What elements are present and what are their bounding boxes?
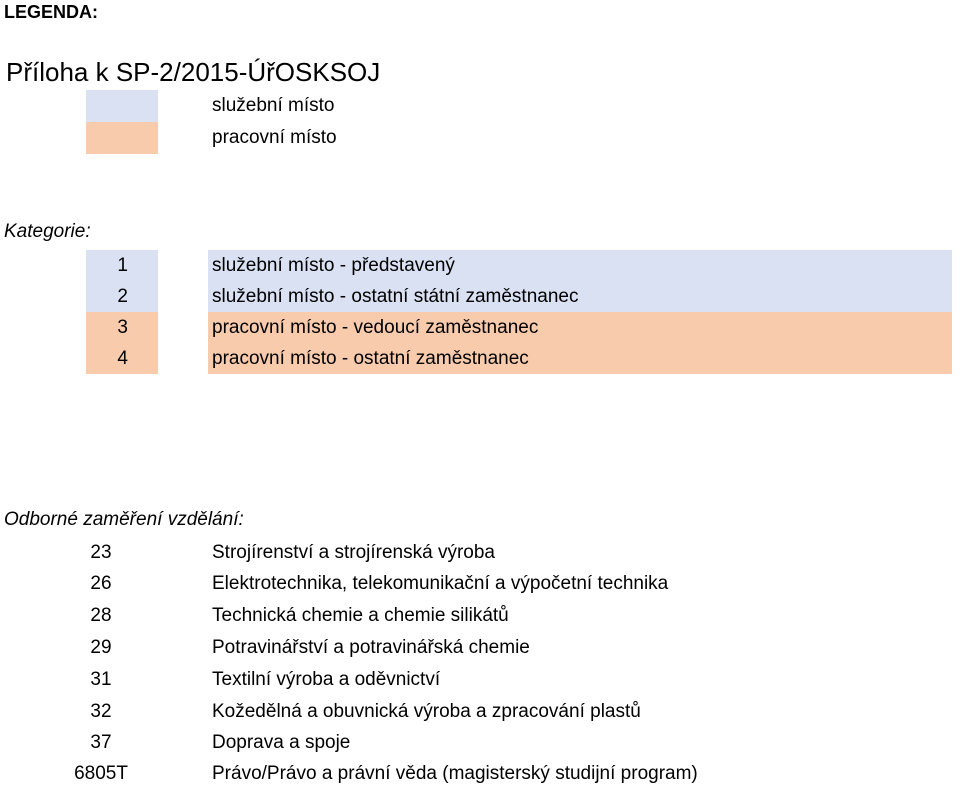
legend-swatch-sluzebni	[86, 90, 158, 122]
document-title: Příloha k SP-2/2015-ÚřOSKSOJ	[6, 57, 381, 87]
fields-heading: Odborné zaměření vzdělání:	[4, 509, 244, 530]
field-code: 29	[90, 637, 112, 658]
category-number-cell	[86, 312, 158, 343]
field-label: Strojírenství a strojírenská výroba	[212, 542, 495, 563]
category-label-cell	[208, 312, 952, 343]
category-label-cell	[208, 343, 952, 374]
field-row	[0, 697, 960, 728]
category-row	[86, 312, 952, 343]
category-label-cell	[208, 281, 952, 312]
field-label: Elektrotechnika, telekomunikační a výpočetní technika	[212, 573, 669, 594]
field-label: Kožedělná a obuvnická výroba a zpracování plastů	[212, 701, 641, 722]
field-code: 32	[90, 701, 112, 722]
category-number: 2	[117, 286, 128, 307]
category-number: 4	[117, 348, 128, 369]
category-label: služební místo - představený	[212, 255, 455, 276]
field-code: 26	[90, 573, 112, 594]
categories-heading: Kategorie:	[4, 221, 91, 242]
category-row	[86, 281, 952, 312]
legend-swatch-pracovni	[86, 122, 158, 154]
field-row	[0, 601, 960, 632]
category-label: pracovní místo - ostatní zaměstnanec	[212, 348, 529, 369]
category-label-cell	[208, 250, 952, 281]
field-label: Textilní výroba a oděvnictví	[212, 669, 441, 690]
field-code: 37	[90, 732, 112, 753]
category-label: služební místo - ostatní státní zaměstnanec	[212, 286, 579, 307]
category-row	[86, 250, 952, 281]
category-number: 3	[117, 317, 128, 338]
category-row	[86, 343, 952, 374]
field-row	[0, 633, 960, 664]
field-row	[0, 728, 960, 759]
legend-label-sluzebni: služební místo	[212, 95, 335, 116]
field-label: Doprava a spoje	[212, 732, 351, 753]
field-row	[0, 538, 960, 569]
field-code: 6805T	[74, 763, 128, 784]
field-code: 28	[90, 605, 112, 626]
field-row	[0, 569, 960, 600]
category-number-cell	[86, 250, 158, 281]
field-code: 31	[90, 669, 112, 690]
field-label: Potravinářství a potravinářská chemie	[212, 637, 530, 658]
field-label: Právo/Právo a právní věda (magisterský studijní program)	[212, 763, 698, 784]
field-code: 23	[90, 542, 112, 563]
field-row	[0, 759, 960, 790]
category-label: pracovní místo - vedoucí zaměstnanec	[212, 317, 539, 338]
category-number-cell	[86, 343, 158, 374]
category-number-cell	[86, 281, 158, 312]
field-label: Technická chemie a chemie silikátů	[212, 605, 509, 626]
category-number: 1	[117, 255, 128, 276]
legend-label-pracovni: pracovní místo	[212, 127, 337, 148]
field-row	[0, 665, 960, 696]
legend-title: LEGENDA:	[4, 2, 98, 22]
